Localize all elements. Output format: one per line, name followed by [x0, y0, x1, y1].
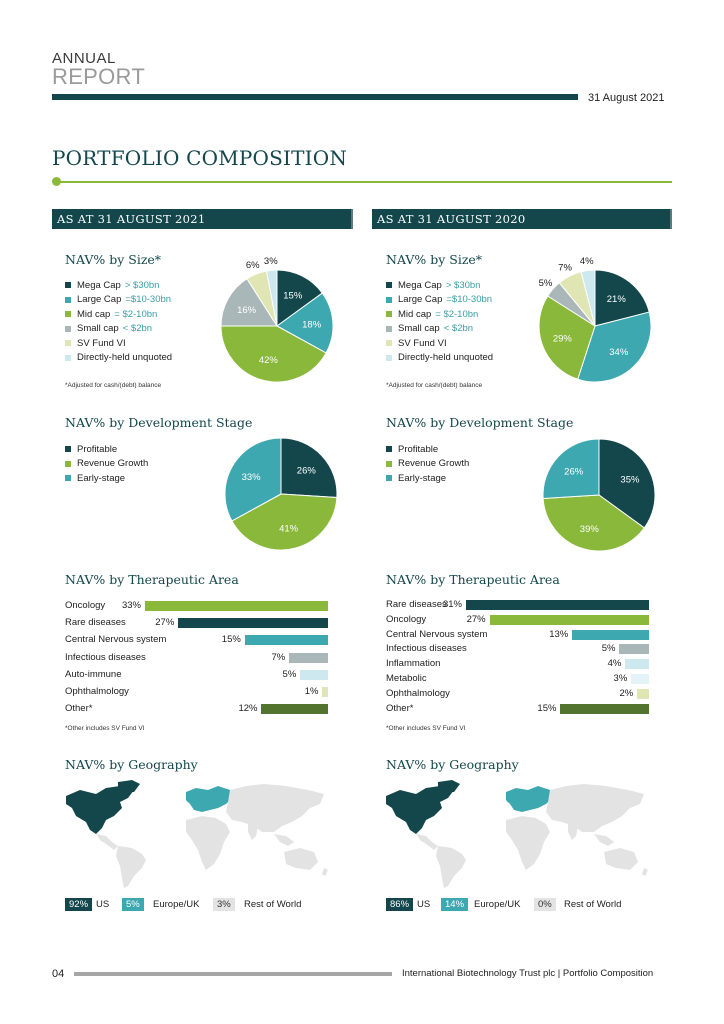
bar-category-label: Rare diseases: [386, 599, 447, 610]
new-zealand-shape: [642, 868, 648, 876]
page-number: 04: [52, 968, 65, 980]
stage-pie-chart-2021: [218, 431, 344, 557]
legend-label: Directly-held unquoted: [398, 352, 494, 364]
legend-swatch: [65, 446, 71, 452]
size-legend-2021: [65, 278, 172, 365]
legend-range: = $2-10bn: [435, 308, 479, 320]
bar-value-label: 2%: [619, 687, 634, 699]
bar: [145, 601, 328, 611]
australia-shape: [604, 848, 638, 870]
bar-category-label: Rare diseases: [65, 617, 126, 629]
legend-item: [65, 336, 172, 351]
legend-item: [386, 442, 469, 457]
bar-category-label: Other*: [386, 702, 414, 714]
legend-item: [65, 278, 172, 293]
stage-heading-2020: NAV% by Development Stage: [386, 415, 574, 430]
geo-label-europe: Europe/UK: [474, 899, 521, 910]
pie-label: 21%: [606, 294, 626, 306]
australia-shape: [284, 848, 318, 870]
section-banner-2020-text: AS AT 31 AUGUST 2020: [377, 212, 526, 226]
legend-item: [65, 457, 148, 472]
geo-value-us: 92%: [65, 898, 92, 911]
bar-category-label: Central Nervous system: [386, 628, 488, 640]
legend-label: Small cap: [398, 323, 440, 335]
legend-swatch: [65, 297, 71, 303]
legend-label: Mid cap: [77, 308, 111, 320]
bar-value-label: 27%: [466, 613, 486, 625]
bar-value-label: 3%: [613, 673, 628, 684]
geo-value-rest: 0%: [534, 898, 556, 911]
size-footnote-2020: *Adjusted for cash/(debt) balance: [386, 382, 483, 389]
legend-item: [386, 336, 493, 351]
legend-label: Early-stage: [398, 472, 447, 484]
north-america-shape: [386, 786, 454, 834]
bar-category-label: Oncology: [65, 600, 106, 611]
legend-label: Directly-held unquoted: [77, 352, 173, 364]
bar-value-label: 5%: [601, 643, 616, 655]
geo-value-europe: 5%: [122, 898, 144, 911]
section-banner-2021-text: AS AT 31 AUGUST 2021: [57, 212, 206, 226]
legend-label: Small cap: [77, 323, 119, 335]
geo-label-rest: Rest of World: [564, 899, 622, 910]
legend-swatch: [65, 282, 71, 288]
legend-label: Mid cap: [398, 308, 432, 320]
size-footnote-2021: *Adjusted for cash/(debt) balance: [65, 382, 162, 389]
bar-category-label: Infectious diseases: [386, 643, 467, 655]
legend-label: Profitable: [398, 443, 439, 455]
bar-value-label: 5%: [282, 668, 297, 680]
legend-label: Large Cap: [77, 294, 122, 306]
pie-label: 4%: [579, 256, 594, 268]
pie-label: 26%: [296, 465, 316, 477]
geography-legend-2021: [65, 898, 335, 912]
page-title: PORTFOLIO COMPOSITION: [52, 146, 348, 170]
bar-value-label: 15%: [537, 702, 557, 714]
legend-swatch: [386, 446, 392, 452]
bar-value-label: 33%: [121, 600, 141, 611]
legend-label: Early-stage: [77, 472, 126, 484]
legend-swatch: [65, 340, 71, 346]
south-america-shape: [436, 846, 466, 888]
pie-label: 35%: [620, 474, 640, 486]
bar: [625, 659, 649, 669]
legend-range: < $2bn: [122, 323, 153, 335]
pie-label: 42%: [258, 355, 278, 367]
header-rule: [52, 94, 578, 100]
geo-label-us: US: [96, 899, 110, 910]
legend-swatch: [386, 475, 392, 481]
legend-range: > $30bn: [124, 279, 160, 291]
bar-value-label: 31%: [442, 599, 462, 610]
geography-heading-2021: NAV% by Geography: [65, 757, 198, 772]
section-banner-2020: [372, 209, 670, 229]
pie-label: 26%: [564, 466, 584, 478]
se-asia-shape: [594, 834, 614, 846]
legend-item: [386, 307, 493, 322]
bar: [261, 704, 328, 714]
south-america-shape: [116, 846, 146, 888]
legend-label: Profitable: [77, 443, 118, 455]
bar-category-label: Infectious diseases: [65, 651, 146, 663]
size-heading-2021: NAV% by Size*: [65, 252, 162, 267]
bar-value-label: 12%: [238, 703, 258, 715]
pie-label: 6%: [245, 260, 260, 272]
legend-label: Mega Cap: [77, 279, 121, 291]
legend-label: Revenue Growth: [77, 458, 149, 470]
legend-swatch: [65, 461, 71, 467]
pie-label: 7%: [558, 262, 572, 274]
stage-pie-chart-2020: [536, 432, 662, 558]
legend-item: [386, 293, 493, 308]
legend-swatch: [386, 461, 392, 467]
bar: [631, 674, 649, 684]
bar-category-label: Central Nervous system: [65, 634, 167, 646]
legend-item: [386, 322, 493, 337]
legend-swatch: [65, 355, 71, 361]
bar-value-label: 15%: [221, 634, 241, 646]
report-label-report: REPORT: [52, 64, 146, 89]
legend-item: [386, 457, 469, 472]
bar-value-label: 13%: [549, 628, 569, 640]
size-pie-chart-2021: [212, 255, 342, 385]
bar: [245, 635, 328, 645]
bar-category-label: Metabolic: [386, 673, 427, 684]
bar: [322, 687, 328, 697]
legend-label: SV Fund VI: [398, 337, 447, 349]
bar-category-label: Ophthalmology: [65, 686, 129, 697]
bar: [289, 653, 328, 663]
size-heading-2020: NAV% by Size*: [386, 252, 483, 267]
legend-range: =$10-30bn: [125, 294, 172, 306]
legend-item: [386, 471, 469, 486]
pie-label: 29%: [552, 333, 572, 345]
world-map-2021: [62, 780, 330, 890]
legend-label: SV Fund VI: [77, 337, 126, 349]
central-america-shape: [96, 834, 118, 850]
stage-legend-2020: [386, 442, 469, 486]
banner-edge: [670, 209, 672, 229]
india-shape: [248, 824, 258, 840]
pie-label: 3%: [263, 255, 278, 267]
asia-shape: [546, 784, 644, 832]
geo-value-us: 86%: [386, 898, 413, 911]
legend-range: =$10-30bn: [446, 294, 493, 306]
legend-item: [65, 307, 172, 322]
size-pie-chart-2020: [530, 255, 660, 385]
legend-swatch: [65, 311, 71, 317]
geo-label-rest: Rest of World: [244, 899, 302, 910]
legend-label: Revenue Growth: [398, 458, 470, 470]
bar: [637, 689, 649, 699]
se-asia-shape: [274, 834, 294, 846]
therapeutic-footnote-2020: *Other includes SV Fund VI: [386, 725, 466, 732]
legend-item: [65, 442, 148, 457]
bar-category-label: Other*: [65, 703, 93, 715]
bar-value-label: 27%: [155, 617, 175, 629]
report-label-annual: ANNUAL: [52, 50, 116, 67]
pie-label: 39%: [579, 523, 599, 535]
legend-swatch: [386, 297, 392, 303]
therapeutic-footnote-2021: *Other includes SV Fund VI: [65, 725, 145, 732]
bar-category-label: Inflammation: [386, 658, 441, 670]
india-shape: [568, 824, 578, 840]
size-legend-2020: [386, 278, 493, 365]
geography-legend-2020: [386, 898, 656, 912]
bar: [560, 704, 649, 714]
pie-label: 15%: [283, 290, 303, 302]
bar: [300, 670, 328, 680]
pie-label: 5%: [538, 277, 553, 289]
pie-label: 33%: [241, 471, 261, 483]
bar-value-label: 4%: [607, 658, 622, 670]
legend-label: Large Cap: [398, 294, 443, 306]
legend-item: [65, 351, 172, 366]
geo-value-rest: 3%: [213, 898, 235, 911]
legend-item: [65, 293, 172, 308]
legend-swatch: [386, 326, 392, 332]
bar-value-label: 1%: [304, 686, 319, 697]
europe-shape: [506, 786, 552, 812]
footer-rule: [74, 972, 392, 976]
bar: [178, 618, 328, 628]
bar: [466, 600, 649, 610]
bar-category-label: Ophthalmology: [386, 687, 450, 699]
legend-swatch: [65, 326, 71, 332]
legend-range: < $2bn: [443, 323, 474, 335]
bar: [619, 644, 649, 654]
therapeutic-heading-2020: NAV% by Therapeutic Area: [386, 572, 560, 587]
africa-shape: [186, 816, 230, 870]
legend-label: Mega Cap: [398, 279, 442, 291]
banner-edge: [351, 209, 353, 229]
geography-heading-2020: NAV% by Geography: [386, 757, 519, 772]
bar: [490, 615, 649, 625]
stage-heading-2021: NAV% by Development Stage: [65, 415, 253, 430]
legend-swatch: [386, 355, 392, 361]
bar-value-label: 7%: [271, 651, 286, 663]
pie-label: 16%: [237, 304, 257, 316]
section-banner-2021: [52, 209, 351, 229]
bar-category-label: Oncology: [386, 613, 427, 625]
title-rule: [56, 181, 672, 183]
north-america-shape: [66, 786, 134, 834]
legend-item: [65, 322, 172, 337]
geo-value-europe: 14%: [441, 898, 468, 911]
bar-category-label: Auto-immune: [65, 668, 122, 680]
legend-swatch: [386, 311, 392, 317]
therapeutic-heading-2021: NAV% by Therapeutic Area: [65, 572, 239, 587]
geo-label-us: US: [417, 899, 431, 910]
pie-label: 18%: [302, 319, 322, 331]
legend-item: [65, 471, 148, 486]
asia-shape: [226, 784, 324, 832]
legend-item: [386, 351, 493, 366]
legend-item: [386, 278, 493, 293]
central-america-shape: [416, 834, 438, 850]
world-map-2020: [382, 780, 650, 890]
stage-legend-2021: [65, 442, 148, 486]
africa-shape: [506, 816, 550, 870]
bar: [572, 630, 649, 640]
new-zealand-shape: [322, 868, 328, 876]
legend-swatch: [386, 282, 392, 288]
report-date: 31 August 2021: [588, 92, 665, 104]
europe-shape: [186, 786, 232, 812]
geo-label-europe: Europe/UK: [153, 899, 200, 910]
legend-range: > $30bn: [445, 279, 481, 291]
legend-swatch: [65, 475, 71, 481]
pie-label: 41%: [279, 523, 299, 535]
legend-range: = $2-10bn: [114, 308, 158, 320]
legend-swatch: [386, 340, 392, 346]
pie-label: 34%: [609, 346, 629, 358]
footer-text: International Biotechnology Trust plc | Portfolio Composition: [402, 968, 654, 979]
